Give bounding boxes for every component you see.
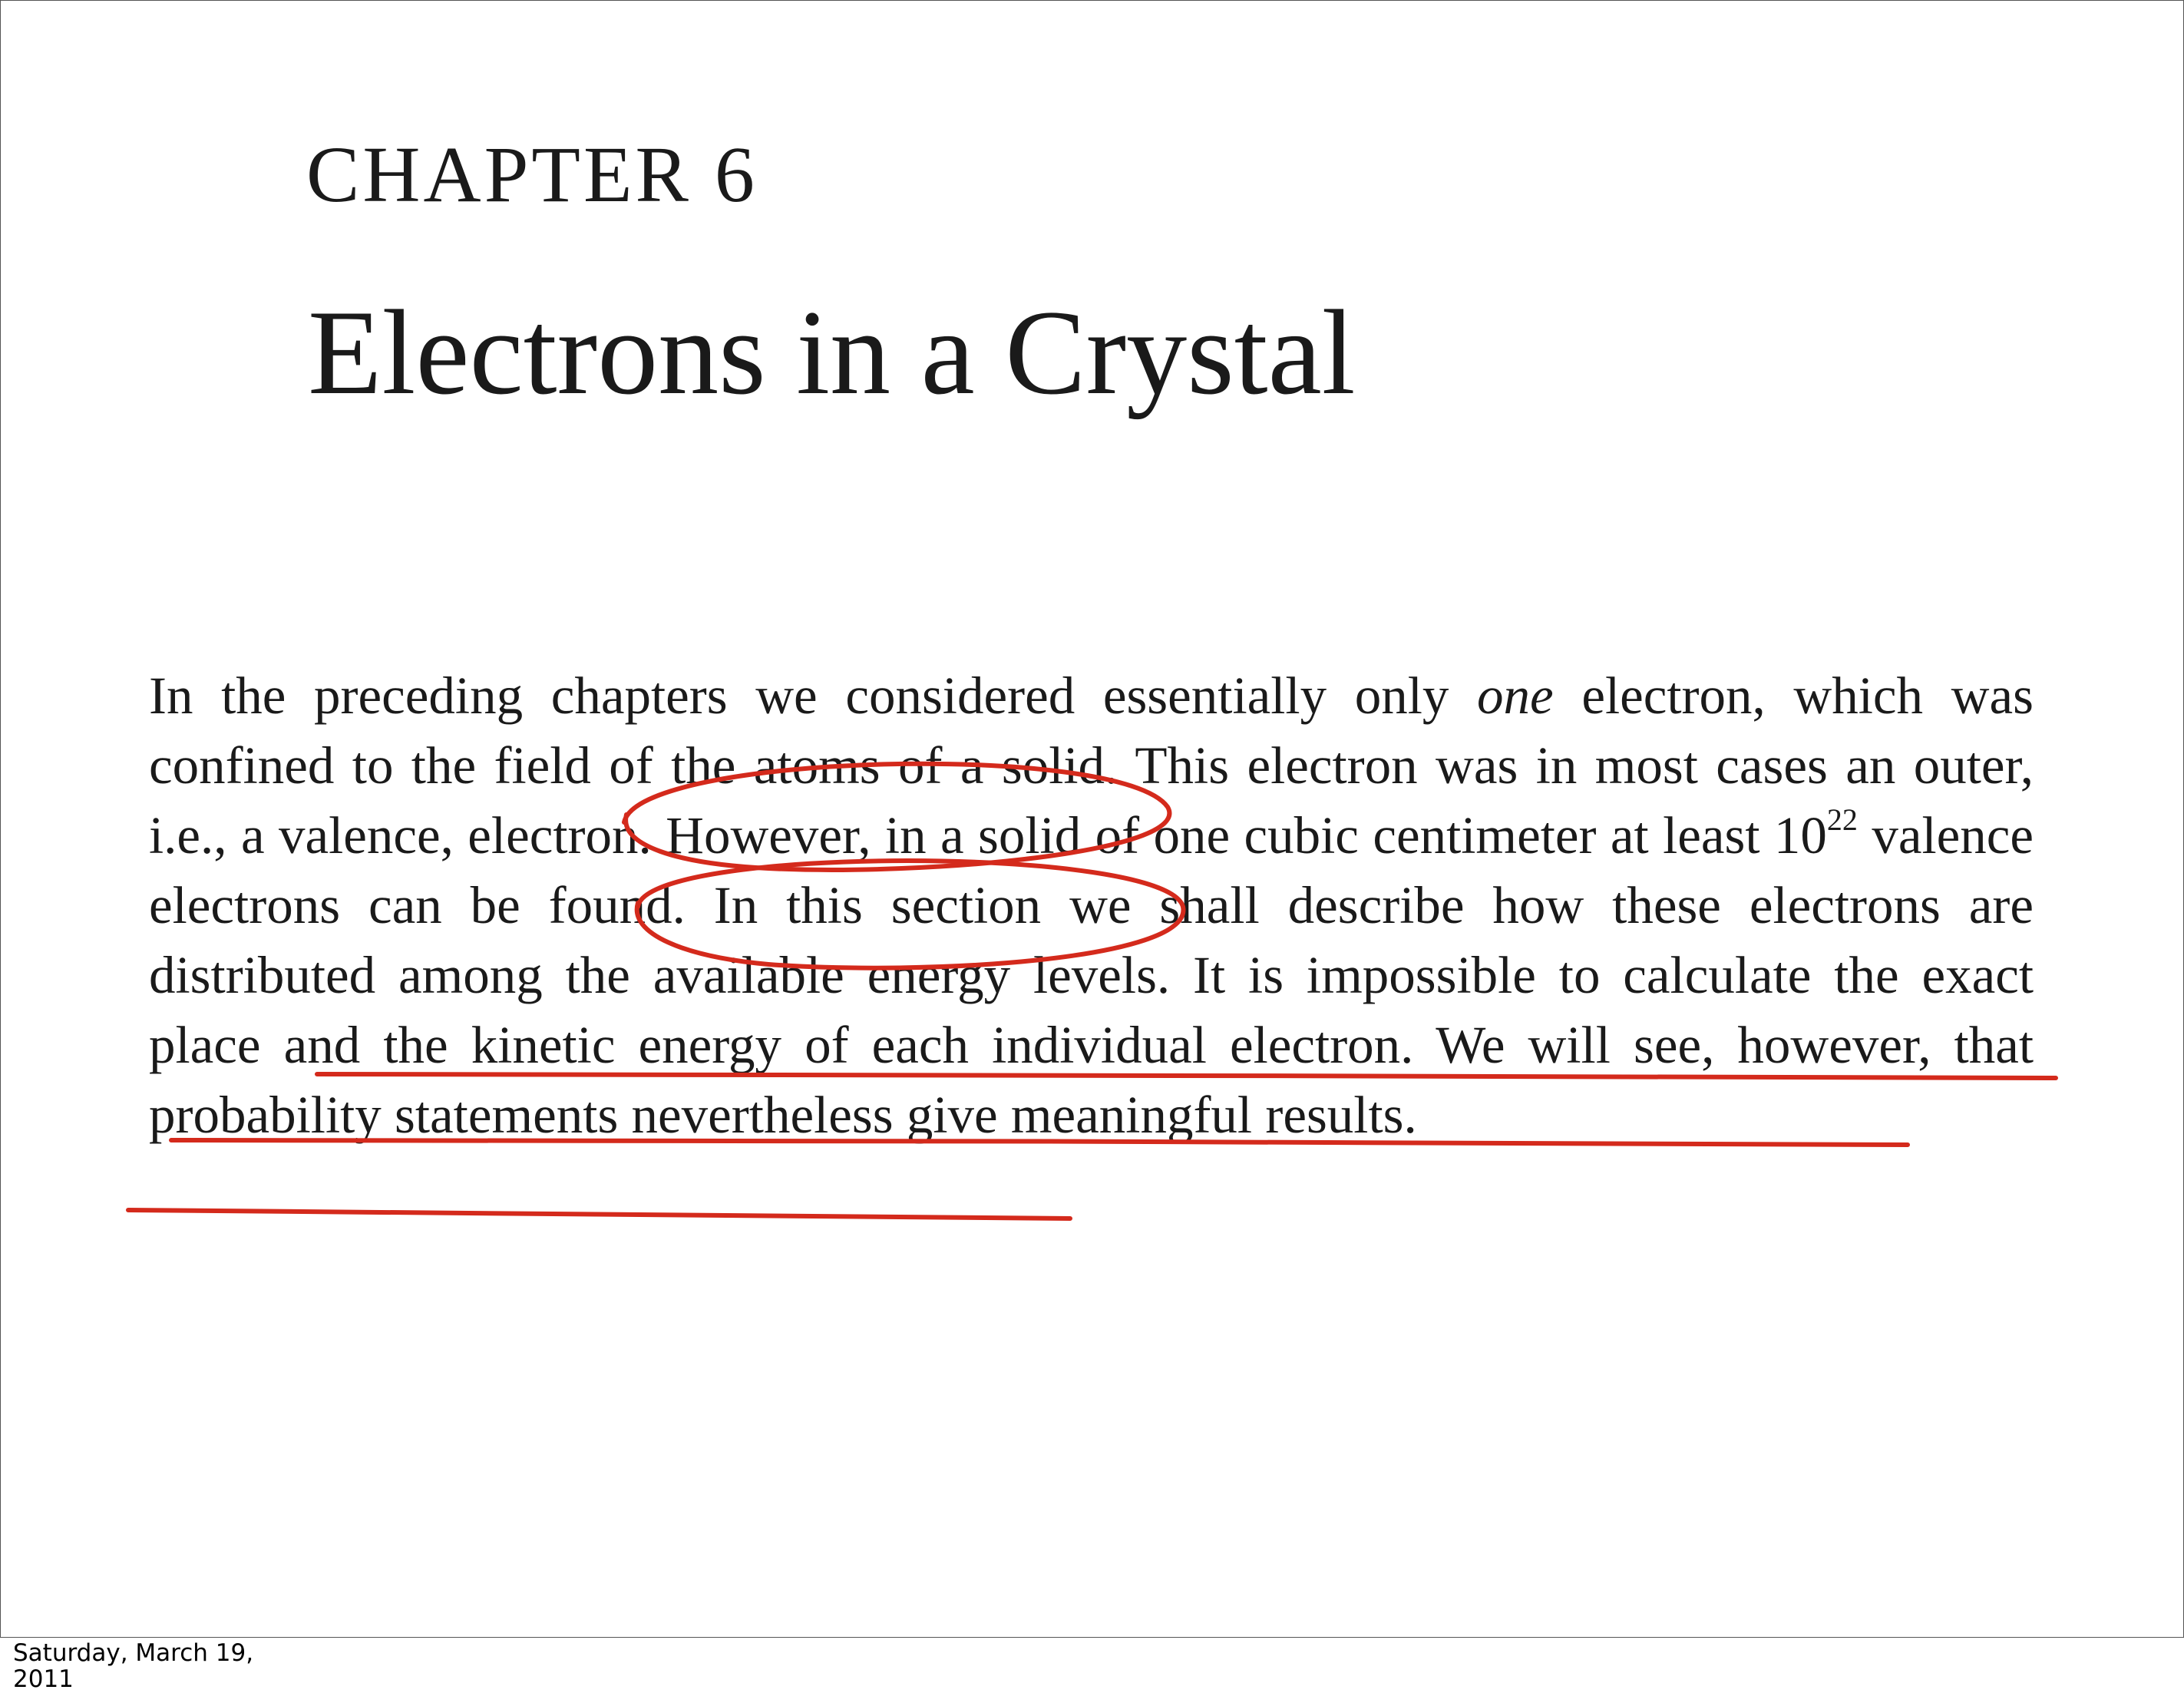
footer-date: Saturday, March 19, 2011 [13, 1639, 254, 1693]
chapter-label: CHAPTER 6 [306, 131, 758, 219]
paragraph-text-2: electron, which was confined to the field of the atoms of a solid. This electron was in most cases an outer, i.e., a valence, electron. However, in a solid of one cubic centimeter at least [149, 666, 2034, 865]
exponent-base: 10 [1773, 806, 1827, 865]
emphasis-one: one [1477, 666, 1554, 725]
paragraph-text-1: In the preceding chapters we considered essentially only [149, 666, 1478, 725]
underline-3 [128, 1210, 1070, 1218]
body-paragraph [149, 661, 2034, 1150]
chapter-title: Electrons in a Crystal [308, 286, 1356, 420]
paragraph-text-3: valence electrons can be found. In this section we shall describe how these electrons are distributed among the available energy levels. It is impossible to calculate the exact place and the kinetic energy of each individual electron. We will see, however, that probability statements nevertheless give meaningful results. [149, 806, 2034, 1144]
exponent-power: 22 [1826, 802, 1858, 837]
